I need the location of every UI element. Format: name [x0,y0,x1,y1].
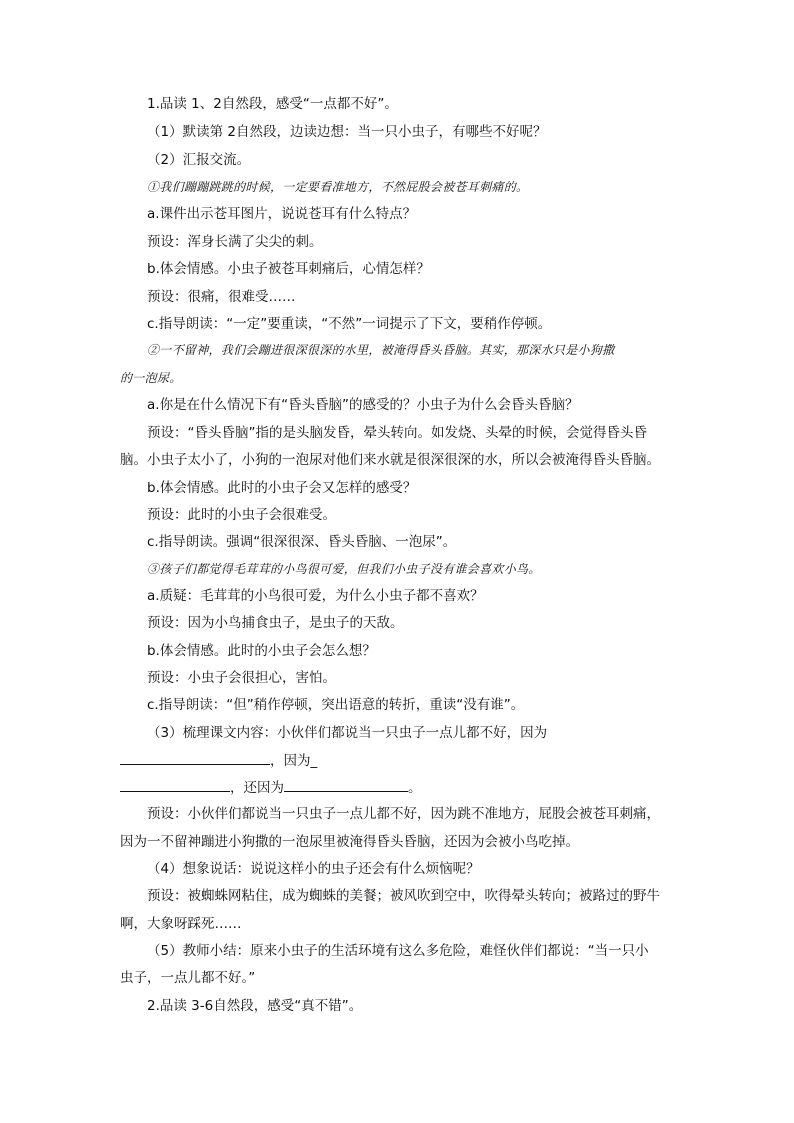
fill-in-line-2 [120,777,422,798]
item-a3: a.质疑：毛茸茸的小鸟很可爱，为什么小虫子都不喜欢？ [147,588,484,604]
item-b3: b.体会情感。此时的小虫子会怎么想？ [147,643,376,659]
item-b2: b.体会情感。此时的小虫子会又怎样的感受？ [147,480,417,496]
item-c2: c.指导朗读。强调“很深很深、昏头昏脑、一泡尿”。 [147,534,457,550]
fill-text: 。 [408,780,422,796]
answer-4-line2: 啊，大象呀踩死…… [120,916,242,932]
item-c3: c.指导朗读：“但”稍作停顿，突出语意的转折，重读“没有谁”。 [147,697,525,713]
step-5-line1: （5）教师小结：原来小虫子的生活环境有这么多危险，难怪伙伴们都说：“当一只小 [147,943,649,959]
answer-a3: 预设：因为小鸟捕食虫子，是虫子的天敌。 [147,615,404,631]
section-heading-2: 2.品读 3-6自然段，感受“真不错”。 [147,998,363,1014]
step-2: （2）汇报交流。 [147,152,251,168]
quote-1: ①我们蹦蹦跳跳的时候，一定要看准地方，不然屁股会被苍耳刺痛的。 [147,180,529,194]
fill-blank [284,777,408,792]
item-b1: b.体会情感。小虫子被苍耳刺痛后，心情怎样？ [147,261,430,277]
quote-2-line2: 的一泡尿。 [120,371,182,385]
step-1: （1）默读第 2自然段，边读边想：当一只小虫子，有哪些不好呢？ [147,124,547,140]
answer-3-line1: 预设：小伙伴们都说当一只虫子一点儿都不好，因为跳不准地方，屁股会被苍耳刺痛， [147,806,660,822]
step-4: （4）想象说话：说说这样小的虫子还会有什么烦恼呢？ [147,861,480,877]
answer-3-line2: 因为一不留神蹦进小狗撒的一泡尿里被淹得昏头昏脑，还因为会被小鸟吃掉。 [120,834,579,850]
answer-b2: 预设：此时的小虫子会很难受。 [147,507,336,523]
item-a2: a.你是在什么情况下有“昏头昏脑”的感受的？小虫子为什么会昏头昏脑？ [147,397,579,413]
fill-in-line-1 [120,750,317,771]
answer-b1: 预设：很痛，很难受…… [147,289,296,305]
quote-3: ③孩子们都觉得毛茸茸的小鸟很可爱，但我们小虫子没有谁会喜欢小鸟。 [147,562,541,576]
answer-a2-line2: 脑。小虫子太小了，小狗的一泡尿对他们来水就是很深很深的水，所以会被淹得昏头昏脑。 [120,452,660,468]
fill-text: ，还因为 [230,780,284,796]
section-heading-1: 1.品读 1、2自然段，感受“一点都不好”。 [147,96,398,112]
step-3: （3）梳理课文内容：小伙伴们都说当一只虫子一点儿都不好，因为 [147,725,548,741]
item-c1: c.指导朗读：“一定”要重读，“不然”一词提示了下文，要稍作停顿。 [147,316,552,332]
fill-text: ，因为_ [270,753,318,769]
fill-blank [120,750,270,765]
fill-blank [120,777,230,792]
item-a1: a.课件出示苍耳图片，说说苍耳有什么特点？ [147,206,417,222]
answer-b3: 预设：小虫子会很担心，害怕。 [147,670,336,686]
answer-a1: 预设：浑身长满了尖尖的刺。 [147,234,323,250]
step-5-line2: 虫子，一点儿都不好。” [120,970,256,986]
quote-2-line1: ②一不留神，我们会蹦进很深很深的水里，被淹得昏头昏脑。其实，那深水只是小狗撒 [147,343,615,357]
answer-a2-line1: 预设：“昏头昏脑”指的是头脑发昏，晕头转向。如发烧、头晕的时候，会觉得昏头昏 [147,425,647,441]
answer-4-line1: 预设：被蜘蛛网粘住，成为蜘蛛的美餐；被风吹到空中，吹得晕头转向；被路过的野牛 [147,888,660,904]
